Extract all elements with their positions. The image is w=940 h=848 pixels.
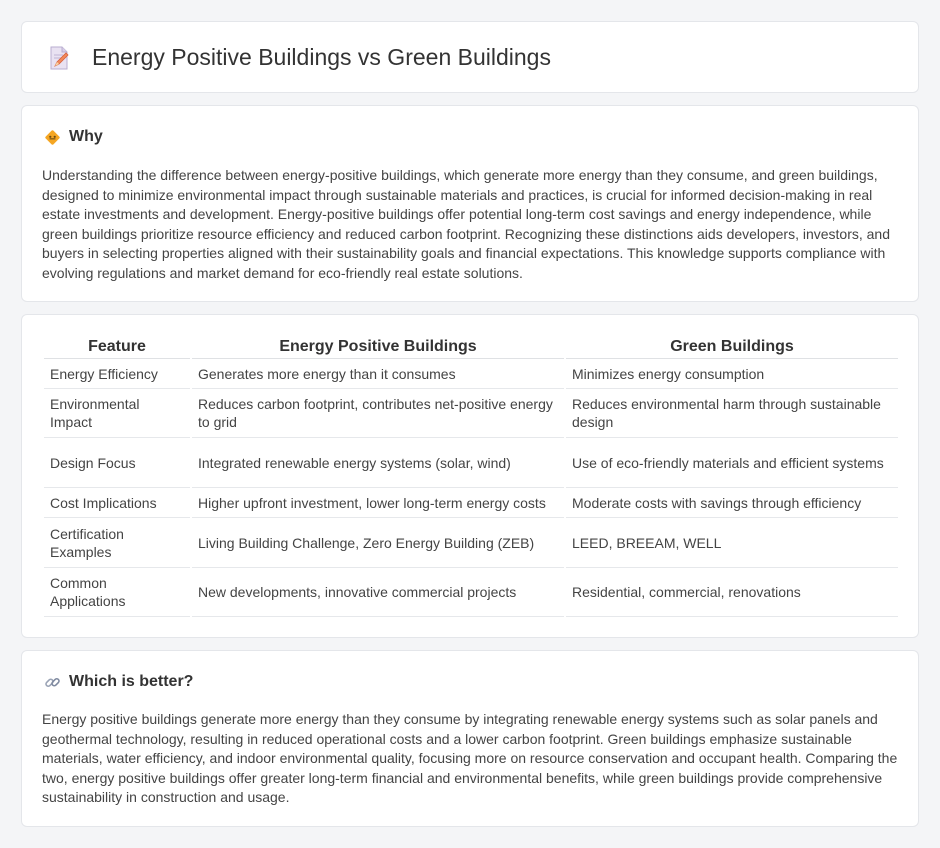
why-paragraph: Understanding the difference between energy-positive buildings, which generate more energy than they consume, and green buildings, designed to minimize environmental impact through sustainable materials and practices, is crucial for informed decision-making in real estate investments and development. Energy-positive buildings offer potential long-term cost savings and energy independence, while green buildings prioritize resource efficiency and reduced carbon footprint. Recognizing these distinctions aids developers, investors, and buyers in selecting properties aligned with their sustainability goals and financial expectations. This knowledge supports compliance with evolving regulations and market demand for eco-friendly real estate solutions. [42, 167, 891, 281]
comparison-table-card [21, 314, 919, 638]
green-cell: Minimizes energy consumption [566, 359, 898, 389]
table-row [44, 518, 898, 568]
feature-cell: Energy Efficiency [44, 359, 190, 389]
table-row [44, 359, 898, 389]
link-icon [44, 674, 61, 691]
which-is-better-card [21, 650, 919, 827]
feature-cell: Common Applications [44, 568, 190, 617]
table-row [44, 389, 898, 438]
energy-positive-cell: Generates more energy than it consumes [192, 359, 564, 389]
energy-positive-cell: Reduces carbon footprint, contributes net-positive energy to grid [192, 389, 564, 438]
header-green: Green Buildings [566, 335, 898, 359]
table-row [44, 568, 898, 617]
table-row [44, 438, 898, 488]
feature-cell: Certification Examples [44, 518, 190, 568]
green-cell: LEED, BREEAM, WELL [566, 518, 898, 568]
page-title: Energy Positive Buildings vs Green Buildings [92, 44, 551, 70]
header-card [21, 21, 919, 93]
better-paragraph: Energy positive buildings generate more energy than they consume by integrating renewable energy systems such as solar panels and geothermal technology, resulting in reduced operational costs and a lower carbon footprint. Green buildings emphasize sustainable materials, water efficiency, and indoor environmental quality, focusing more on resource conservation and occupant health. Comparing the two, energy positive buildings offer greater long-term financial and environmental benefits, while green buildings provide comprehensive sustainability in construction and usage. [42, 711, 898, 805]
green-cell: Use of eco-friendly materials and efficient systems [566, 438, 898, 488]
better-heading-label: Which is better? [69, 673, 194, 690]
why-card [21, 105, 919, 302]
feature-cell: Cost Implications [44, 488, 190, 518]
header-energy-positive: Energy Positive Buildings [192, 335, 564, 359]
why-heading [44, 128, 103, 146]
energy-positive-cell: Higher upfront investment, lower long-term energy costs [192, 488, 564, 518]
energy-positive-cell: Living Building Challenge, Zero Energy Building (ZEB) [192, 518, 564, 568]
header-feature: Feature [44, 335, 190, 359]
title-row [46, 44, 551, 71]
green-cell: Residential, commercial, renovations [566, 568, 898, 617]
feature-cell: Design Focus [44, 438, 190, 488]
feature-cell: Environmental Impact [44, 389, 190, 438]
energy-positive-cell: Integrated renewable energy systems (solar, wind) [192, 438, 564, 488]
document-pencil-icon [46, 45, 72, 71]
green-cell: Reduces environmental harm through sustainable design [566, 389, 898, 438]
better-heading [44, 673, 193, 691]
why-heading-label: Why [69, 128, 103, 145]
table-row [44, 488, 898, 518]
table-header-row [44, 335, 898, 359]
diamond-sign-icon [44, 129, 61, 146]
green-cell: Moderate costs with savings through efficiency [566, 488, 898, 518]
energy-positive-cell: New developments, innovative commercial projects [192, 568, 564, 617]
comparison-table [42, 335, 900, 617]
